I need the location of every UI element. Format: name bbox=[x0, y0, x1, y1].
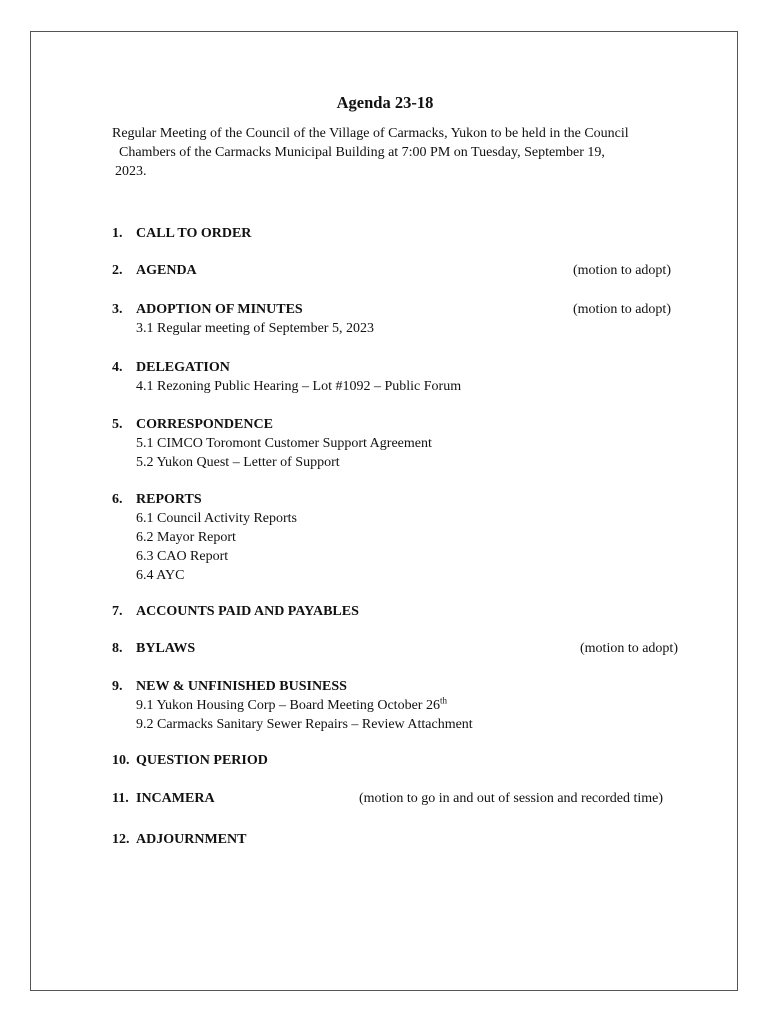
item-title: ADOPTION OF MINUTES bbox=[136, 302, 303, 317]
motion-note: (motion to go in and out of session and recorded time) bbox=[359, 791, 664, 806]
sub-item: 6.2 Mayor Report bbox=[136, 530, 236, 545]
sub-item bbox=[112, 696, 692, 715]
agenda-item-agenda bbox=[112, 261, 692, 280]
item-number: 5. bbox=[112, 417, 123, 432]
item-number: 10. bbox=[112, 753, 130, 768]
item-title: ADJOURNMENT bbox=[136, 832, 247, 847]
agenda-item-new-business bbox=[112, 677, 692, 734]
intro-line-3: 2023. bbox=[115, 164, 147, 179]
item-number: 12. bbox=[112, 832, 130, 847]
agenda-title: Agenda 23-18 bbox=[336, 93, 434, 112]
item-title: ACCOUNTS PAID AND PAYABLES bbox=[136, 604, 359, 619]
sub-item: 5.1 CIMCO Toromont Customer Support Agreement bbox=[136, 436, 432, 451]
item-title: NEW & UNFINISHED BUSINESS bbox=[136, 679, 347, 694]
agenda-item-delegation bbox=[112, 358, 692, 396]
agenda-item-reports bbox=[112, 490, 692, 585]
agenda-item-incamera bbox=[112, 789, 692, 808]
item-title: CORRESPONDENCE bbox=[136, 417, 273, 432]
agenda-item-bylaws bbox=[112, 639, 692, 658]
agenda-item-question-period bbox=[112, 751, 692, 770]
meeting-intro bbox=[112, 124, 692, 181]
item-title: DELEGATION bbox=[136, 360, 230, 375]
intro-line-1: Regular Meeting of the Council of the Village of Carmacks, Yukon to be held in the Council bbox=[112, 126, 629, 141]
sub-item: 6.3 CAO Report bbox=[136, 549, 229, 564]
sub-item: 5.2 Yukon Quest – Letter of Support bbox=[136, 455, 340, 470]
item-title: BYLAWS bbox=[136, 641, 196, 656]
sub-item: 6.4 AYC bbox=[136, 568, 185, 583]
agenda-item-correspondence bbox=[112, 415, 692, 472]
item-number: 9. bbox=[112, 679, 123, 694]
agenda-item-adoption-of-minutes bbox=[112, 300, 692, 338]
item-number: 6. bbox=[112, 492, 123, 507]
sub-item: 3.1 Regular meeting of September 5, 2023 bbox=[136, 321, 374, 336]
item-title: REPORTS bbox=[136, 492, 202, 507]
item-title: CALL TO ORDER bbox=[136, 226, 252, 241]
motion-note: (motion to adopt) bbox=[580, 641, 678, 656]
motion-note: (motion to adopt) bbox=[573, 302, 671, 317]
item-number: 1. bbox=[112, 226, 123, 241]
sub-item: 6.1 Council Activity Reports bbox=[136, 511, 297, 526]
item-number: 8. bbox=[112, 641, 123, 656]
agenda-item-call-to-order bbox=[112, 224, 692, 243]
item-title: INCAMERA bbox=[136, 791, 215, 806]
agenda-item-accounts bbox=[112, 602, 692, 621]
item-title: QUESTION PERIOD bbox=[136, 753, 268, 768]
ordinal-suffix: th bbox=[439, 695, 447, 706]
intro-line-2: Chambers of the Carmacks Municipal Building at 7:00 PM on Tuesday, September 19, bbox=[119, 145, 605, 160]
sub-item: 9.2 Carmacks Sanitary Sewer Repairs – Review Attachment bbox=[136, 717, 473, 732]
sub-item: 4.1 Rezoning Public Hearing – Lot #1092 – Public Forum bbox=[136, 379, 462, 394]
motion-note: (motion to adopt) bbox=[573, 263, 671, 278]
item-number: 11. bbox=[112, 791, 129, 806]
item-number: 2. bbox=[112, 263, 123, 278]
item-number: 7. bbox=[112, 604, 123, 619]
item-title: AGENDA bbox=[136, 263, 197, 278]
item-number: 4. bbox=[112, 360, 123, 375]
sub-item-text: 9.1 Yukon Housing Corp – Board Meeting October 26 bbox=[136, 698, 440, 713]
agenda-item-adjournment bbox=[112, 830, 692, 849]
item-number: 3. bbox=[112, 302, 123, 317]
